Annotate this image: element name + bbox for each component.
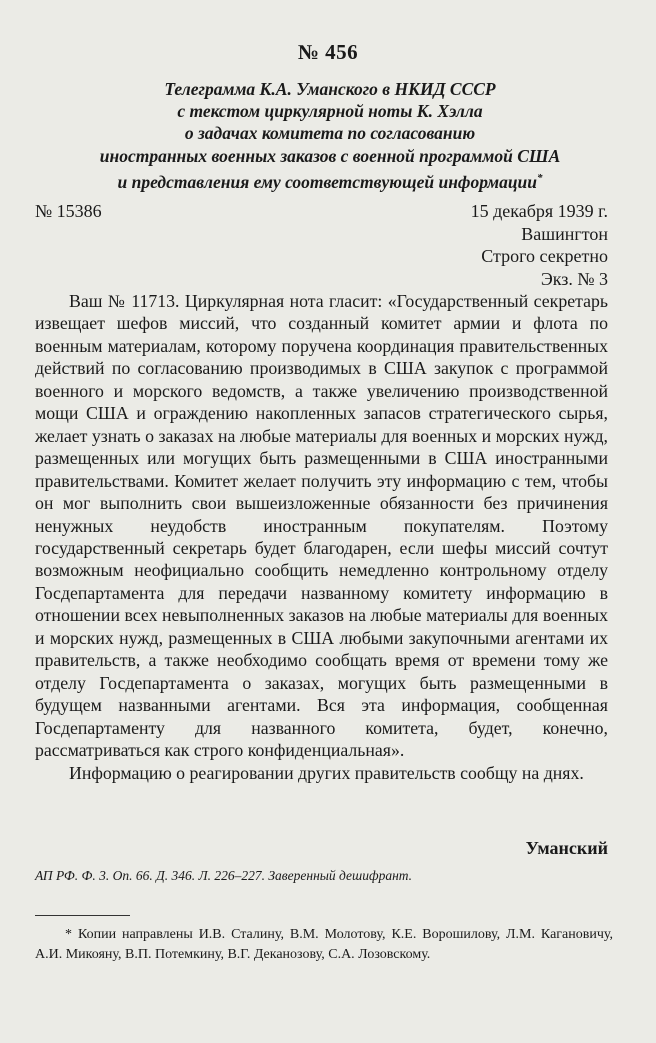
copy-number: Экз. № 3: [540, 268, 608, 289]
telegram-number: № 15386: [35, 201, 102, 221]
document-place: Вашингтон: [521, 223, 608, 244]
document-heading: [40, 78, 620, 193]
heading-line: с текстом циркулярной ноты К. Хэлла: [177, 101, 483, 122]
heading-line: Телеграмма К.А. Уманского в НКИД СССР: [164, 79, 496, 99]
document-number: № 456: [297, 40, 359, 64]
heading-line: иностранных военных заказов с военной программой США: [99, 145, 561, 166]
signature: Уманский: [525, 838, 608, 858]
classification: Строго секретно: [481, 246, 608, 266]
document-body: [35, 290, 608, 784]
footnote-divider: [35, 915, 130, 916]
heading-line: о задачах комитета по согласованию: [184, 123, 476, 144]
heading-line: и представления ему соответствующей информации: [117, 171, 538, 192]
body-paragraph: Информацию о реагировании других правительств сообщу на днях.: [69, 762, 584, 783]
archive-reference: АП РФ. Ф. 3. Оп. 66. Д. 346. Л. 226–227. Заверенный дешифрант.: [35, 868, 413, 883]
body-paragraph: Ваш № 11713. Циркулярная нота гласит: «Государственный секретарь извещает шефов миссий, что созданный комитет армии и флота по военным материалам, которому поручена координация правительственных действий по согласованию производимых в США закупок с программой военного и морского ведомств, а также увеличению производственной мощи США и ограждению накопленных запасов стратегического сырья, желает узнать о заказах на любые материалы для военных и морских нужд, размещенных или могущих быть размещенными в США иностранными правительствами. Комитет желает получить эту информацию с тем, чтобы он мог выполнить свои вышеизложенные обязанности без причинения ненужных неудобств иностранным покупателям. Поэтому государственный секретарь будет благодарен, если шефы миссий сочтут возможным неофициально сообщить немедленно контрольному отделу Госдепартамента для передачи названному комитету информацию в отношении всех невыполненных заказов на любые материалы для военных и морских нужд, размещенных в США любыми закупочными агентами их правительств, а также необходимо сообщать время от времени тому же отделу Госдепартамента о заказах, могущих быть размещенными в будущем названными агентами. Вся эта информация, сообщенная Госдепартаменту для названного комитета, будет, конечно, рассматриваться как строго конфиденциальная».: [35, 291, 608, 761]
heading-line-last: [40, 167, 620, 193]
heading-footnote-mark: *: [537, 171, 543, 184]
footnote: * Копии направлены И.В. Сталину, В.М. Молотову, К.Е. Ворошилову, Л.М. Кагановичу, А.И. Микояну, В.П. Потемкину, В.Г. Деканозову, С.А. Лозовскому.: [35, 927, 613, 962]
document-date: 15 декабря 1939 г.: [470, 201, 608, 221]
document-meta: [471, 200, 608, 290]
